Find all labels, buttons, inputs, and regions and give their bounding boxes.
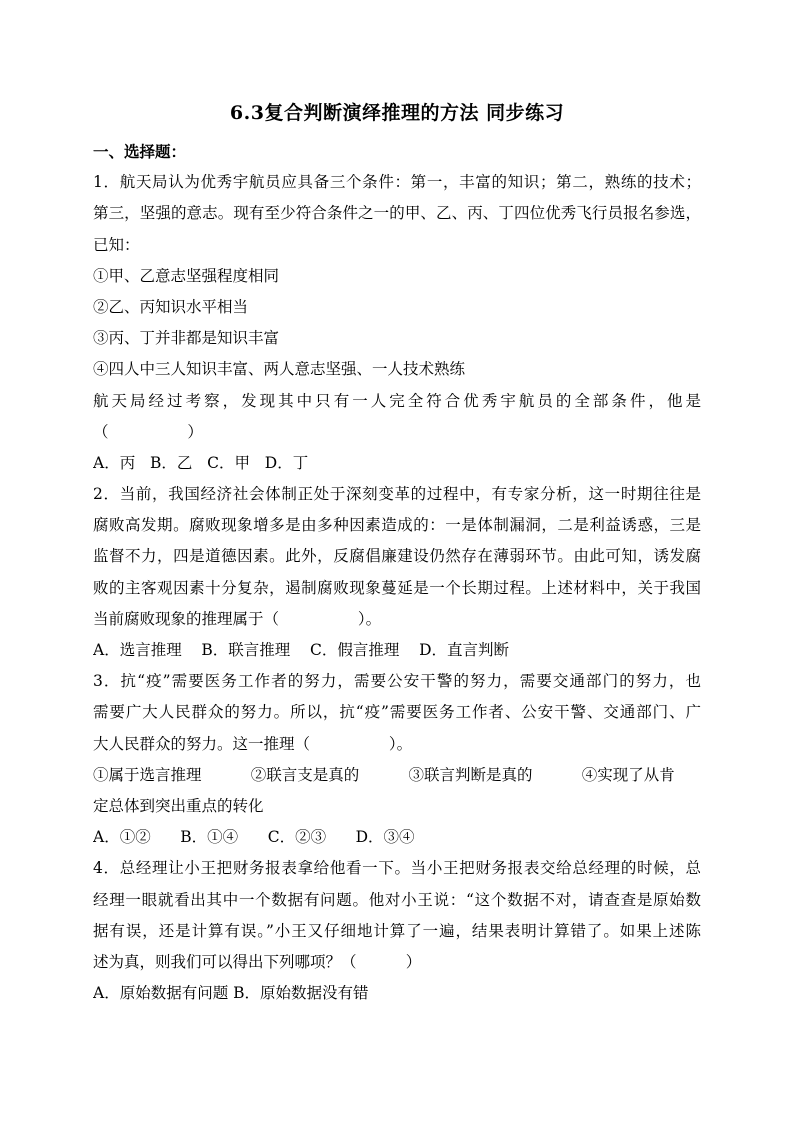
text-line: 腐败高发期。腐败现象增多是由多种因素造成的：一是体制漏洞，二是利益诱惑，三是 <box>93 516 701 535</box>
text-line: 1．航天局认为优秀宇航员应具备三个条件：第一，丰富的知识；第二，熟练的技术； <box>93 173 701 192</box>
options-line: A．选言推理 B．联言推理 C．假言推理 D．直言判断 <box>93 641 509 659</box>
text-line: 已知： <box>93 235 140 254</box>
text-line: 败的主客观因素十分复杂，遏制腐败现象蔓延是一个长期过程。上述材料中，关于我国 <box>93 578 701 597</box>
text-line: ②乙、丙知识水平相当 <box>93 297 249 316</box>
text-line: ①甲、乙意志坚强程度相同 <box>93 266 280 285</box>
text-line: 2．当前，我国经济社会体制正处于深刻变革的过程中，有专家分析，这一时期往往是 <box>93 485 701 504</box>
text-line: 3．抗“疫”需要医务工作者的努力，需要公安干警的努力，需要交通部门的努力，也 <box>93 672 701 691</box>
text-line: 述为真，则我们可以得出下列哪项？（ ） <box>93 952 422 971</box>
text-line: 大人民群众的努力。这一推理（ ）。 <box>93 734 413 753</box>
options-line: A．原始数据有问题 B．原始数据没有错 <box>93 984 369 1003</box>
text-line: 当前腐败现象的推理属于（ ）。 <box>93 609 382 628</box>
text-line: ④四人中三人知识丰富、两人意志坚强、一人技术熟练 <box>93 360 466 379</box>
options-line: A．丙 B．乙 C．甲 D．丁 <box>93 453 309 472</box>
statements-line: ①属于选言推理 ②联言支是真的 ③联言判断是真的 ④实现了从肯 <box>93 765 675 784</box>
answer-blank-line: （ ） <box>93 422 203 441</box>
text-line: 航天局经过考察，发现其中只有一人完全符合优秀宇航员的全部条件，他是 <box>93 391 701 410</box>
text-line: 需要广大人民群众的努力。所以，抗“疫”需要医务工作者、公安干警、交通部门、广 <box>93 703 701 722</box>
text-line: 第三，坚强的意志。现有至少符合条件之一的甲、乙、丙、丁四位优秀飞行员报名参选， <box>93 204 701 223</box>
section-heading: 一、选择题： <box>93 142 187 161</box>
options-line: A．①② B．①④ C．②③ D．③④ <box>93 828 415 847</box>
document-body <box>93 136 701 1009</box>
page-title: 6.3复合判断演绎推理的方法 同步练习 <box>229 102 565 124</box>
text-line: 经理一眼就看出其中一个数据有问题。他对小王说：“这个数据不对，请查查是原始数 <box>93 890 701 909</box>
text-line: 4．总经理让小王把财务报表拿给他看一下。当小王把财务报表交给总经理的时候，总 <box>93 859 701 878</box>
text-line: 定总体到突出重点的转化 <box>93 796 264 815</box>
text-line: 监督不力，四是道德因素。此外，反腐倡廉建设仍然存在薄弱环节。由此可知，诱发腐 <box>93 547 701 566</box>
text-line: 据有误，还是计算有误。”小王又仔细地计算了一遍，结果表明计算错了。如果上述陈 <box>93 921 701 940</box>
text-line: ③丙、丁并非都是知识丰富 <box>93 329 280 348</box>
